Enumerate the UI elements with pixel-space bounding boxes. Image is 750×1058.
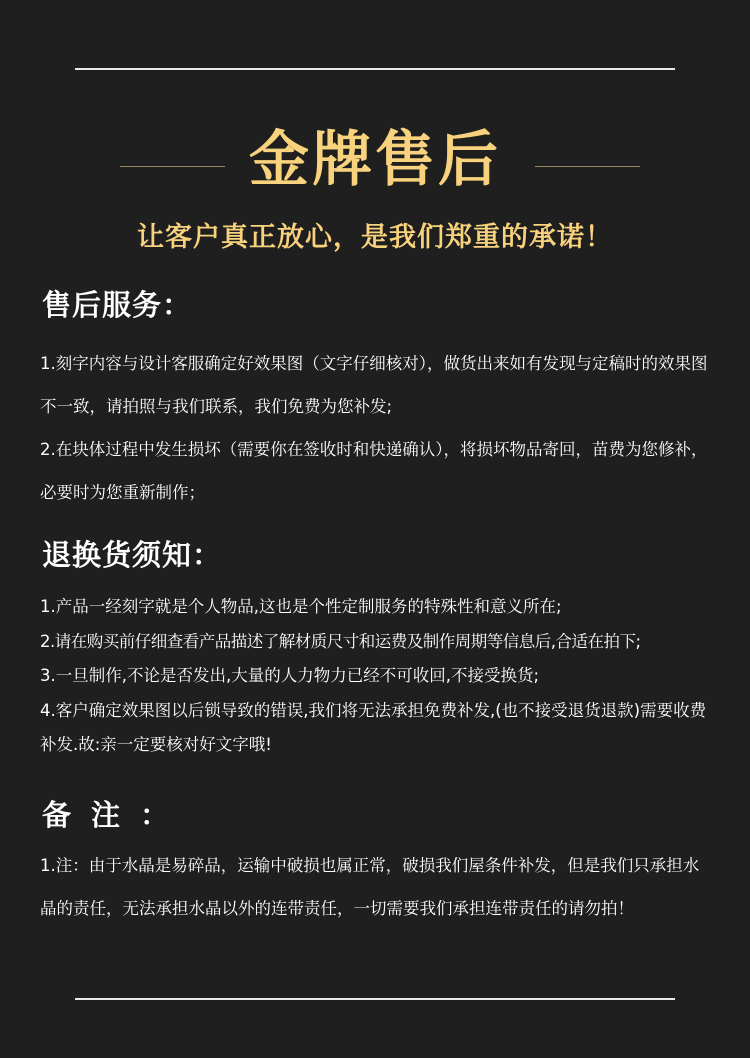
page-title: 金牌售后 (249, 125, 501, 195)
title-row (0, 120, 750, 200)
top-divider (75, 68, 675, 70)
section-body-after-sales (40, 342, 712, 514)
list-item: 1.刻字内容与设计客服确定好效果图（文字仔细核对），做货出来如有发现与定稿时的效果图不一致，请拍照与我们联系，我们免费为您补发; (40, 354, 708, 416)
section-body-notes (40, 844, 712, 930)
title-right-line (535, 166, 640, 167)
section-heading-notes: 备注： (42, 798, 190, 832)
list-item: 1.注：由于水晶是易碎品，运输中破损也属正常，破损我们屋条件补发，但是我们只承担水晶的责任，无法承担水晶以外的连带责任，一切需要我们承担连带责任的请勿拍！ (40, 856, 700, 918)
list-item: 3.一旦制作,不论是否发出,大量的人力物力已经不可收回,不接受换货; (40, 666, 540, 685)
page-subtitle: 让客户真正放心，是我们郑重的承诺！ (137, 222, 613, 253)
list-item: 2.请在购买前仔细查看产品描述了解材质尺寸和运费及制作周期等信息后,合适在拍下; (40, 631, 641, 651)
section-body-returns (40, 590, 712, 763)
bottom-divider (75, 998, 675, 1000)
list-item: 1.产品一经刻字就是个人物品,这也是个性定制服务的特殊性和意义所在; (40, 597, 562, 616)
list-item: 2.在块体过程中发生损坏（需要你在签收时和快递确认），将损坏物品寄回，苗费为您修补，必要时为您重新制作； (40, 440, 708, 502)
list-item: 4.客户确定效果图以后锁导致的错误,我们将无法承担免费补发,(也不接受退货退款)需要收费补发.故:亲一定要核对好文字哦! (40, 700, 707, 754)
section-heading-after-sales: 售后服务： (42, 288, 193, 322)
section-heading-returns: 退换货须知： (42, 538, 223, 572)
